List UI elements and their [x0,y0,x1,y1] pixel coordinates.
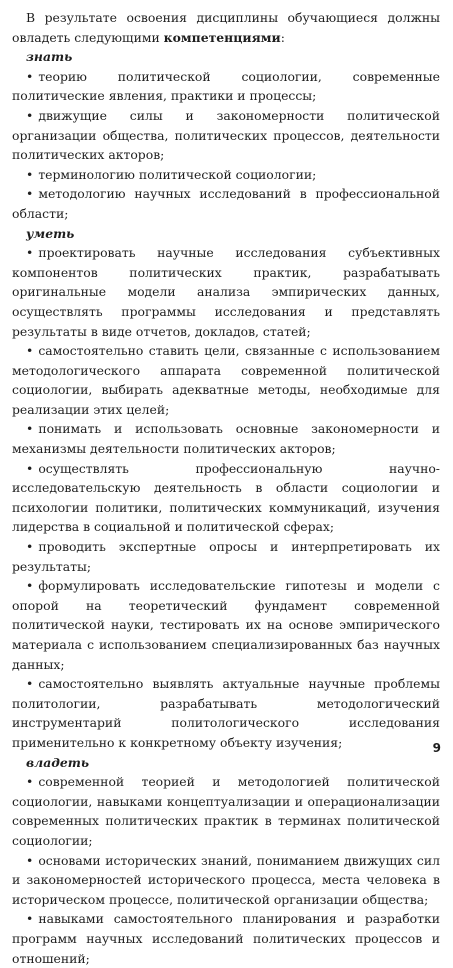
bullet-glyph: • [26,166,34,182]
bullet-glyph: • [26,421,34,437]
list-item: • методологию научных исследований в профессиональной области; [12,186,440,221]
list-item: • теорию политической социологии, современные политические явления, практики и процессы; [12,68,440,104]
bullet-glyph: • [26,245,34,261]
bullet-glyph: • [26,676,34,692]
section-heading-master: владеть [26,754,90,770]
intro-tail: : [280,29,285,45]
list-item: • терминологию политической социологии; [26,166,317,182]
bullet-glyph: • [26,343,34,359]
bullet-glyph: • [26,186,34,202]
list-item: • навыками самостоятельного планирования и разработки программ научных исследований политических процессов и отношений; [12,911,440,966]
intro-bold-term: компетенциями [163,29,281,45]
list-item: • движущие силы и закономерности политической организации общества, политических процессов, деятельности политических акторов; [12,107,440,163]
intro-paragraph [12,8,440,47]
list-item: • современной теорией и методологией политической социологии, навыками концептуализации и операционализации современных политических практик в терминах политической социологии; [12,774,440,848]
list-item: • формулировать исследовательские гипотезы и модели с опорой на теоретический фундамент современной политической науки, тестировать их на основе эмпирического материала с использованием специализированных баз научных данных; [12,578,440,672]
bullet-glyph: • [26,852,34,868]
bullet-glyph: • [26,460,34,476]
page-body [12,8,440,968]
bullet-glyph: • [26,539,34,555]
section-heading-can: уметь [26,225,75,241]
list-item: • осуществлять профессиональную научно-исследовательскую деятельность в области социологии и психологии политики, политических коммуникаций, изучения лидерства в социальной и политической сферах; [12,460,440,535]
list-item: • проектировать научные исследования субъективных компонентов политических практик, разрабатывать оригинальные модели анализа эмпирических данных, осуществлять программы исследования и представлять результаты в виде отчетов, докладов, статей; [12,245,440,339]
list-item: • понимать и использовать основные закономерности и механизмы деятельности политических акторов; [12,421,440,457]
intro-text: В результате освоения дисциплины обучающиеся должны овладеть следующими [12,10,440,45]
bullet-glyph: • [26,774,34,790]
list-item: • самостоятельно ставить цели, связанные с использованием методологического аппарата современной политической социологии, выбирать адекватные методы, необходимые для реализации этих целей; [12,343,440,417]
section-heading-know: знать [26,49,73,65]
list-item: • основами исторических знаний, пониманием движущих сил и закономерностей исторического процесса, места человека в историческом процессе, политической организации общества; [12,852,440,907]
bullet-glyph: • [26,107,34,123]
bullet-glyph: • [26,911,34,927]
bullet-glyph: • [26,578,34,594]
list-item: • самостоятельно выявлять актуальные научные проблемы политологии, разрабатывать методологический инструментарий политологического исследования применительно к конкретному объекту изучения; [12,676,440,750]
page-number: 9 [432,741,441,755]
bullet-glyph: • [26,68,34,84]
list-item: • проводить экспертные опросы и интерпретировать их результаты; [12,539,440,574]
